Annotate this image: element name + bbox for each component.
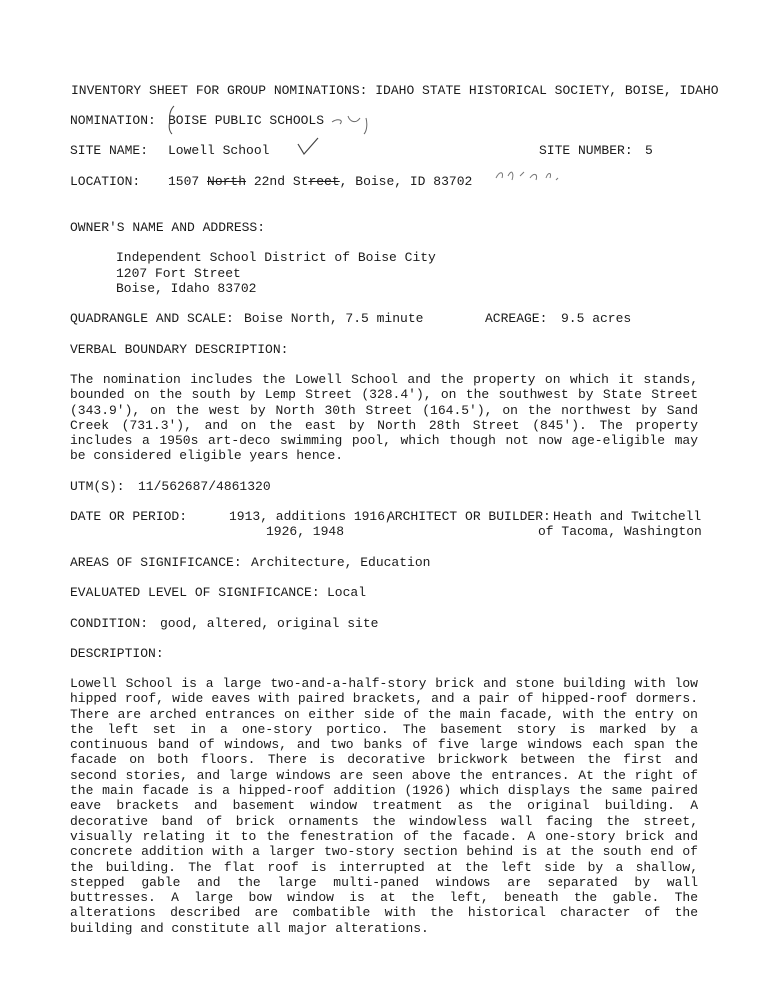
owner-line-1: Independent School District of Boise City: [116, 250, 436, 265]
quadrangle-value: Boise North, 7.5 minute: [244, 311, 424, 326]
condition-value: good, altered, original site: [160, 616, 379, 631]
site-number-label: SITE NUMBER:: [539, 143, 633, 158]
architect-label: ARCHITECT OR BUILDER:: [387, 509, 551, 524]
handwritten-marks: [160, 104, 380, 138]
date-line-2: 1926, 1948: [266, 524, 345, 539]
level-label: EVALUATED LEVEL OF SIGNIFICANCE:: [70, 585, 320, 600]
nomination-label: NOMINATION:: [70, 113, 156, 128]
date-line-1: 1913, additions 1916,: [229, 509, 393, 524]
site-number-value: 5: [645, 143, 653, 158]
nomination-value: BOISE PUBLIC SCHOOLS: [168, 113, 325, 128]
areas-label: AREAS OF SIGNIFICANCE:: [70, 555, 242, 570]
handwritten-annotation: [494, 164, 564, 186]
description-text: Lowell School is a large two-and-a-half-story brick and stone building with low hipped roof, wide eaves with paired brackets, and a pair of hipped-roof dormers. There are arched entrances on either side of the main facade, with the entry on the left set in a one-story portico. The basement story is marked by a continuous band of windows, and two banks of five large windows each span the facade on both floors. There is decorative brickwork between the first and second stories, and large windows are seen above the entrances. At the right of the main facade is a hipped-roof addition (1926) which displays the same paired eave brackets and basement window treatment as the original building. A decorative band of brick ornaments the windowless wall facing the street, visually relating it to the fenestration of the facade. A one-story brick and concrete addition with a larger two-story section behind is at the south end of the building. The flat roof is interrupted at the left side by a shallow, stepped gable and the large multi-paned windows are separated by wall buttresses. A large bow window is at the left, beneath the gable. The alterations described are combatible with the historical character of the building and constitute all major alterations.: [70, 676, 698, 936]
acreage-label: ACREAGE:: [485, 311, 548, 326]
checkmark-icon: [296, 136, 322, 158]
location-label: LOCATION:: [70, 174, 141, 189]
areas-value: Architecture, Education: [251, 555, 431, 570]
condition-label: CONDITION:: [70, 616, 149, 631]
quadrangle-label: QUADRANGLE AND SCALE:: [70, 311, 234, 326]
level-value: Local: [327, 585, 367, 600]
owner-label: OWNER'S NAME AND ADDRESS:: [70, 220, 266, 235]
site-name-value: Lowell School: [168, 143, 270, 158]
site-name-label: SITE NAME:: [70, 143, 149, 158]
architect-line-2: of Tacoma, Washington: [538, 524, 702, 539]
owner-line-2: 1207 Fort Street: [116, 266, 241, 281]
boundary-label: VERBAL BOUNDARY DESCRIPTION:: [70, 342, 289, 357]
boundary-text: The nomination includes the Lowell School and the property on which it stands, bounded on the south by Lemp Street (328.4'), on the southwest by State Street (343.9'), on the west by North 30th Street (164.5'), on the northwest by Sand Creek (731.3'), and on the east by North 28th Street (845'). The property includes a 1950s art-deco swimming pool, which though not now age-eligible may be considered eligible years hence.: [70, 372, 698, 464]
utm-label: UTM(S):: [70, 479, 125, 494]
date-label: DATE OR PERIOD:: [70, 509, 188, 524]
acreage-value: 9.5 acres: [561, 311, 632, 326]
description-label: DESCRIPTION:: [70, 646, 164, 661]
architect-line-1: Heath and Twitchell: [553, 509, 702, 524]
utm-value: 11/562687/4861320: [138, 479, 271, 494]
owner-line-3: Boise, Idaho 83702: [116, 281, 257, 296]
location-value: 1507 North 22nd Street, Boise, ID 83702: [168, 174, 473, 189]
sheet-title: INVENTORY SHEET FOR GROUP NOMINATIONS: IDAHO STATE HISTORICAL SOCIETY, BOISE, IDAHO: [71, 83, 719, 98]
